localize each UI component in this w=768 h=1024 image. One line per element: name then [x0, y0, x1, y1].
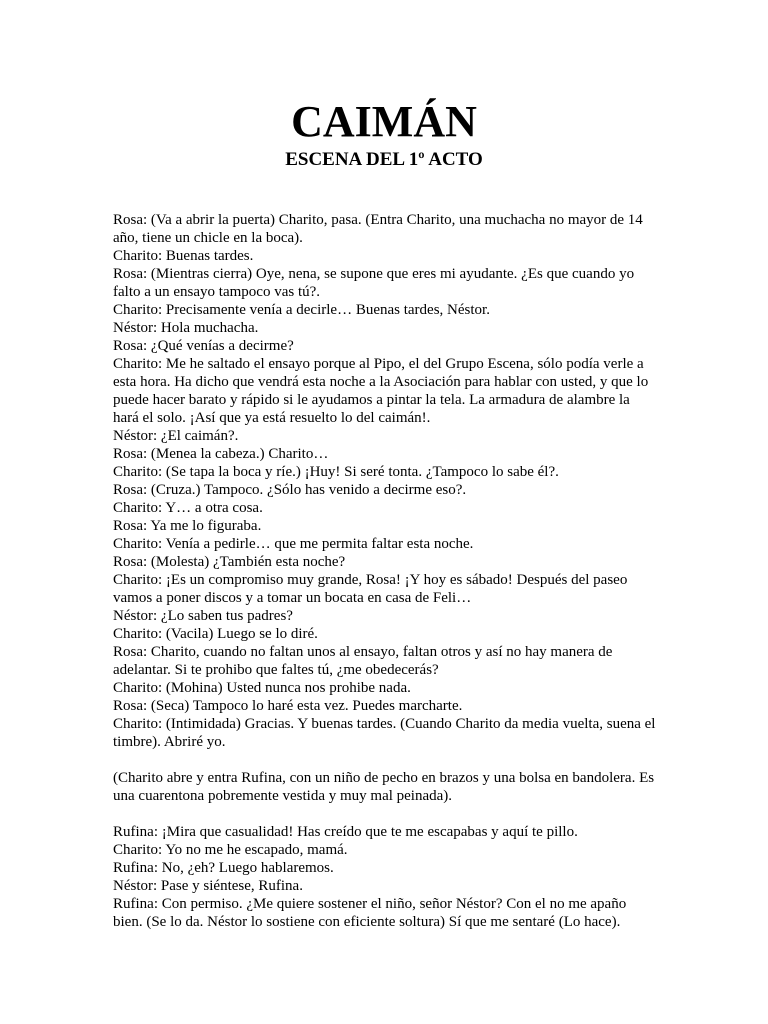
stage-direction: (Charito abre y entra Rufina, con un niño de pecho en brazos y una bolsa en bandolera. Es una cuarentona pobremente vestida y muy mal peinada). — [113, 770, 655, 804]
dialogue-line: Charito: (Intimidada) Gracias. Y buenas tardes. (Cuando Charito da media vuelta, suena el timbre). Abriré yo. — [113, 716, 656, 750]
dialogue-line: Rosa: ¿Qué venías a decirme? — [113, 338, 294, 354]
dialogue-line: Charito: (Mohina) Usted nunca nos prohibe nada. — [113, 680, 411, 696]
dialogue-line: Charito: ¡Es un compromiso muy grande, Rosa! ¡Y hoy es sábado! Después del paseo vamos a poner discos y a tomar un bocata en casa de Feli… — [113, 572, 628, 606]
dialogue-line: Rosa: Ya me lo figuraba. — [113, 518, 262, 534]
dialogue-block-2 — [113, 823, 658, 931]
dialogue-line: Rosa: (Molesta) ¿También esta noche? — [113, 554, 346, 570]
dialogue-line: Charito: Me he saltado el ensayo porque al Pipo, el del Grupo Escena, sólo podía verle a esta hora. Ha dicho que vendrá esta noche a la Asociación para hablar con usted, y que lo puede hacer barato y rápido si le ayudamos a pintar la tela. La armadura de alambre la hará el solo. ¡Así que ya está resuelto lo del caimán!. — [113, 356, 649, 426]
dialogue-line: Charito: Y… a otra cosa. — [113, 500, 263, 516]
dialogue-line: Rosa: (Menea la cabeza.) Charito… — [113, 446, 329, 462]
dialogue-line: Rosa: (Cruza.) Tampoco. ¿Sólo has venido a decirme eso?. — [113, 482, 467, 498]
dialogue-line: Rosa: Charito, cuando no faltan unos al ensayo, faltan otros y así no hay manera de adelantar. Si te prohibo que faltes tú, ¿me obedecerás? — [113, 644, 613, 678]
dialogue-line: Rufina: No, ¿eh? Luego hablaremos. — [113, 860, 334, 876]
script-body — [113, 211, 658, 949]
dialogue-line: Charito: Yo no me he escapado, mamá. — [113, 842, 348, 858]
dialogue-block-1 — [113, 211, 658, 751]
dialogue-line: Charito: (Se tapa la boca y ríe.) ¡Huy! Si seré tonta. ¿Tampoco lo sabe él?. — [113, 464, 559, 480]
dialogue-line: Charito: Buenas tardes. — [113, 248, 254, 264]
dialogue-line: Rosa: (Mientras cierra) Oye, nena, se supone que eres mi ayudante. ¿Es que cuando yo falto a un ensayo tampoco vas tú?. — [113, 266, 635, 300]
dialogue-line: Rosa: (Va a abrir la puerta) Charito, pasa. (Entra Charito, una muchacha no mayor de 14 año, tiene un chicle en la boca). — [113, 212, 643, 246]
dialogue-line: Rosa: (Seca) Tampoco lo haré esta vez. Puedes marcharte. — [113, 698, 463, 714]
dialogue-line: Rufina: Con permiso. ¿Me quiere sostener el niño, señor Néstor? Con el no me apaño bien. (Se lo da. Néstor lo sostiene con eficiente soltura) Sí que me sentaré (Lo hace). — [113, 896, 627, 930]
document-title: CAIMÁN — [291, 97, 477, 146]
dialogue-line: Charito: Precisamente venía a decirle… Buenas tardes, Néstor. — [113, 302, 490, 318]
dialogue-line: Charito: Venía a pedirle… que me permita faltar esta noche. — [113, 536, 474, 552]
dialogue-line: Néstor: Pase y siéntese, Rufina. — [113, 878, 303, 894]
dialogue-line: Rufina: ¡Mira que casualidad! Has creído que te me escapabas y aquí te pillo. — [113, 824, 578, 840]
document-subtitle: ESCENA DEL 1º ACTO — [285, 149, 483, 170]
dialogue-line: Néstor: ¿Lo saben tus padres? — [113, 608, 293, 624]
dialogue-line: Néstor: ¿El caimán?. — [113, 428, 239, 444]
dialogue-line: Néstor: Hola muchacha. — [113, 320, 259, 336]
dialogue-line: Charito: (Vacila) Luego se lo diré. — [113, 626, 318, 642]
